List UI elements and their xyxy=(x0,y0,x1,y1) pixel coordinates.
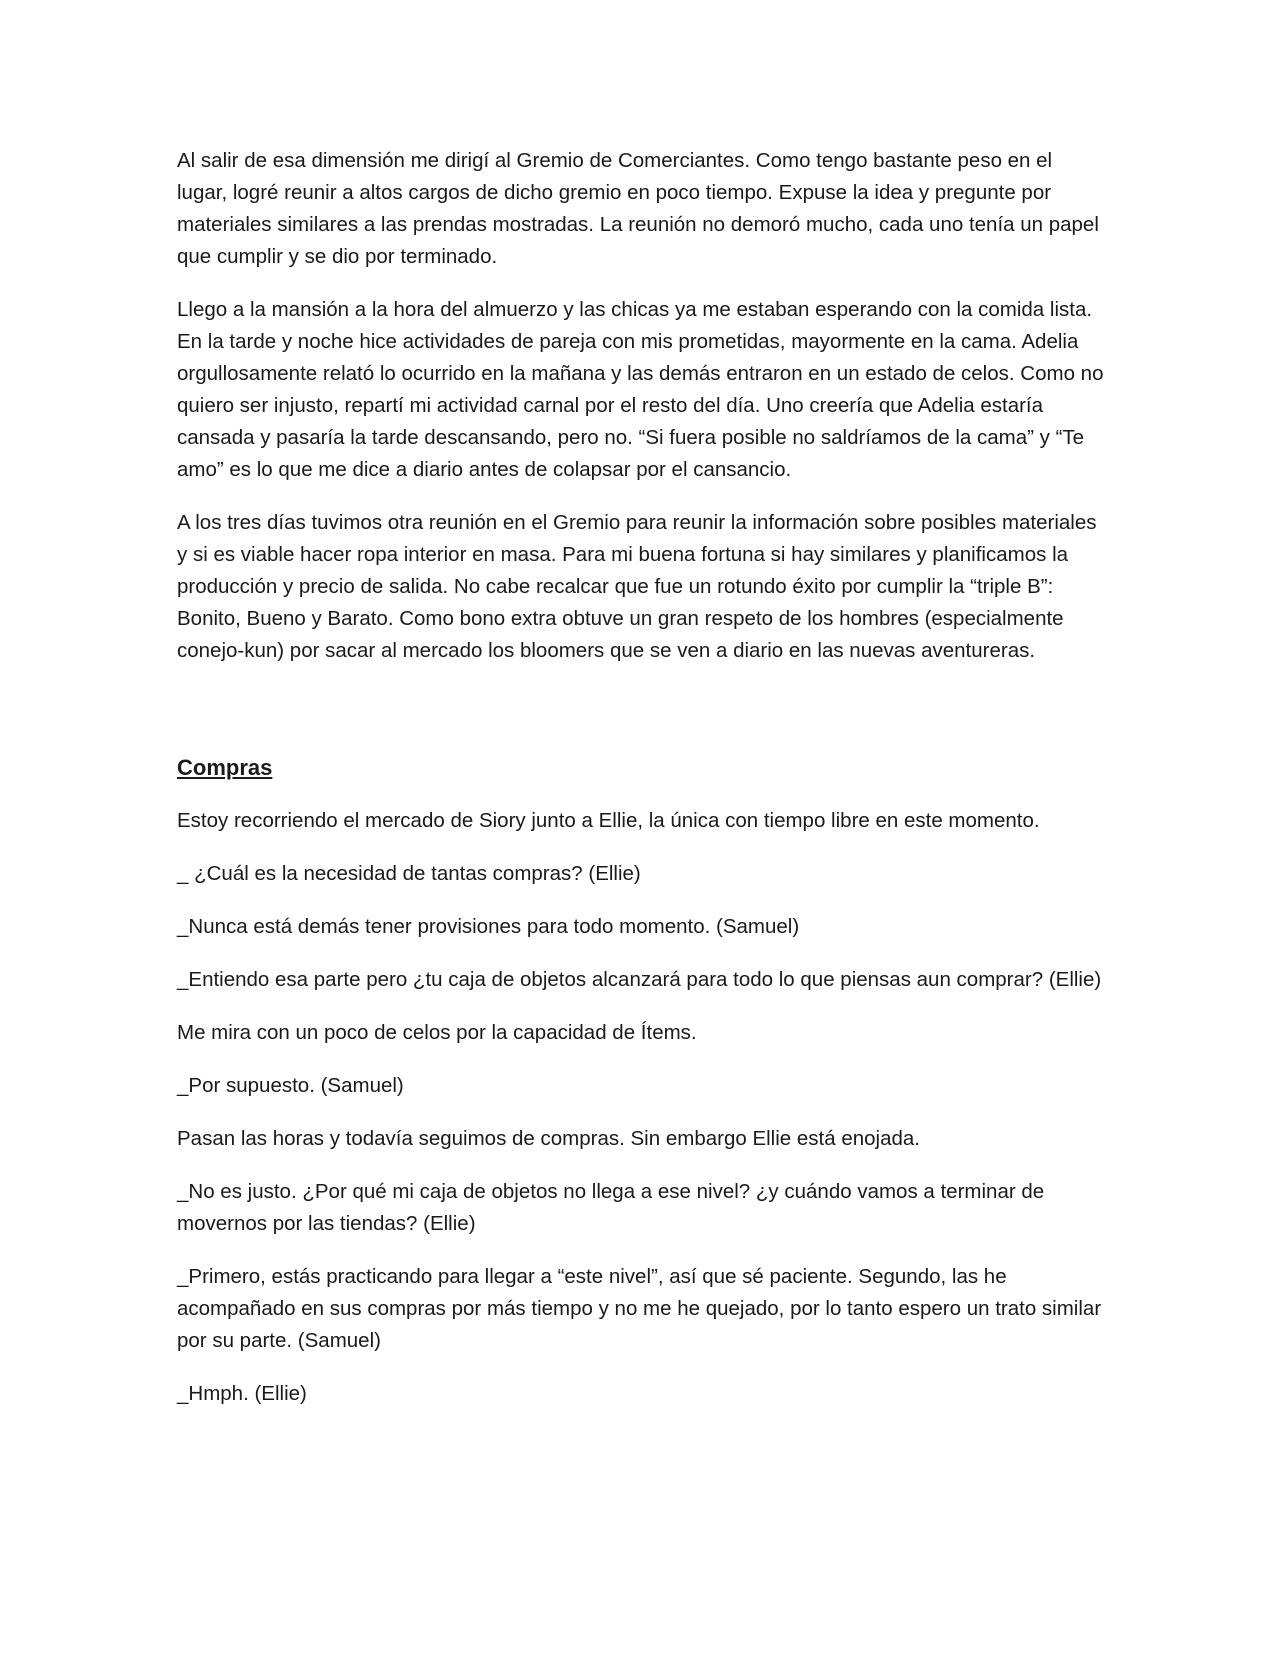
dialogue-line: _Nunca está demás tener provisiones para todo momento. (Samuel) xyxy=(177,915,800,938)
dialogue-line: _No es justo. ¿Por qué mi caja de objetos no llega a ese nivel? ¿y cuándo vamos a terminar de movernos por las tiendas? (Ellie) xyxy=(177,1180,1045,1235)
dialogue-line: _Primero, estás practicando para llegar a “este nivel”, así que sé paciente. Segundo, las he acompañado en sus compras por más tiempo y no me he quejado, por lo tanto espero un trato similar por su parte. (Samuel) xyxy=(177,1265,1102,1352)
paragraph: Estoy recorriendo el mercado de Siory junto a Ellie, la única con tiempo libre en este momento. xyxy=(177,809,1040,832)
document-page xyxy=(177,145,1105,1431)
dialogue-line: _Por supuesto. (Samuel) xyxy=(177,1074,404,1097)
dialogue-line: _Hmph. (Ellie) xyxy=(177,1382,307,1405)
dialogue-line: _ ¿Cuál es la necesidad de tantas compras? (Ellie) xyxy=(177,862,641,885)
paragraph: Pasan las horas y todavía seguimos de compras. Sin embargo Ellie está enojada. xyxy=(177,1127,920,1150)
paragraph: Me mira con un poco de celos por la capacidad de Ítems. xyxy=(177,1021,697,1044)
section-spacer xyxy=(177,688,1105,752)
dialogue-line: _Entiendo esa parte pero ¿tu caja de objetos alcanzará para todo lo que piensas aun comprar? (Ellie) xyxy=(177,968,1102,991)
section-heading: Compras xyxy=(177,755,273,780)
paragraph: A los tres días tuvimos otra reunión en el Gremio para reunir la información sobre posibles materiales y si es viable hacer ropa interior en masa. Para mi buena fortuna si hay similares y planificamos la producción y precio de salida. No cabe recalcar que fue un rotundo éxito por cumplir la “triple B”: Bonito, Bueno y Barato. Como bono extra obtuve un gran respeto de los hombres (especialmente conejo-kun) por sacar al mercado los bloomers que se ven a diario en las nuevas aventureras. xyxy=(177,511,1097,662)
paragraph: Al salir de esa dimensión me dirigí al Gremio de Comerciantes. Como tengo bastante peso en el lugar, logré reunir a altos cargos de dicho gremio en poco tiempo. Expuse la idea y pregunte por materiales similares a las prendas mostradas. La reunión no demoró mucho, cada uno tenía un papel que cumplir y se dio por terminado. xyxy=(177,149,1099,268)
paragraph: Llego a la mansión a la hora del almuerzo y las chicas ya me estaban esperando con la comida lista. En la tarde y noche hice actividades de pareja con mis prometidas, mayormente en la cama. Adelia orgullosamente relató lo ocurrido en la mañana y las demás entraron en un estado de celos. Como no quiero ser injusto, repartí mi actividad carnal por el resto del día. Uno creería que Adelia estaría cansada y pasaría la tarde descansando, pero no. “Si fuera posible no saldríamos de la cama” y “Te amo” es lo que me dice a diario antes de colapsar por el cansancio. xyxy=(177,298,1104,481)
